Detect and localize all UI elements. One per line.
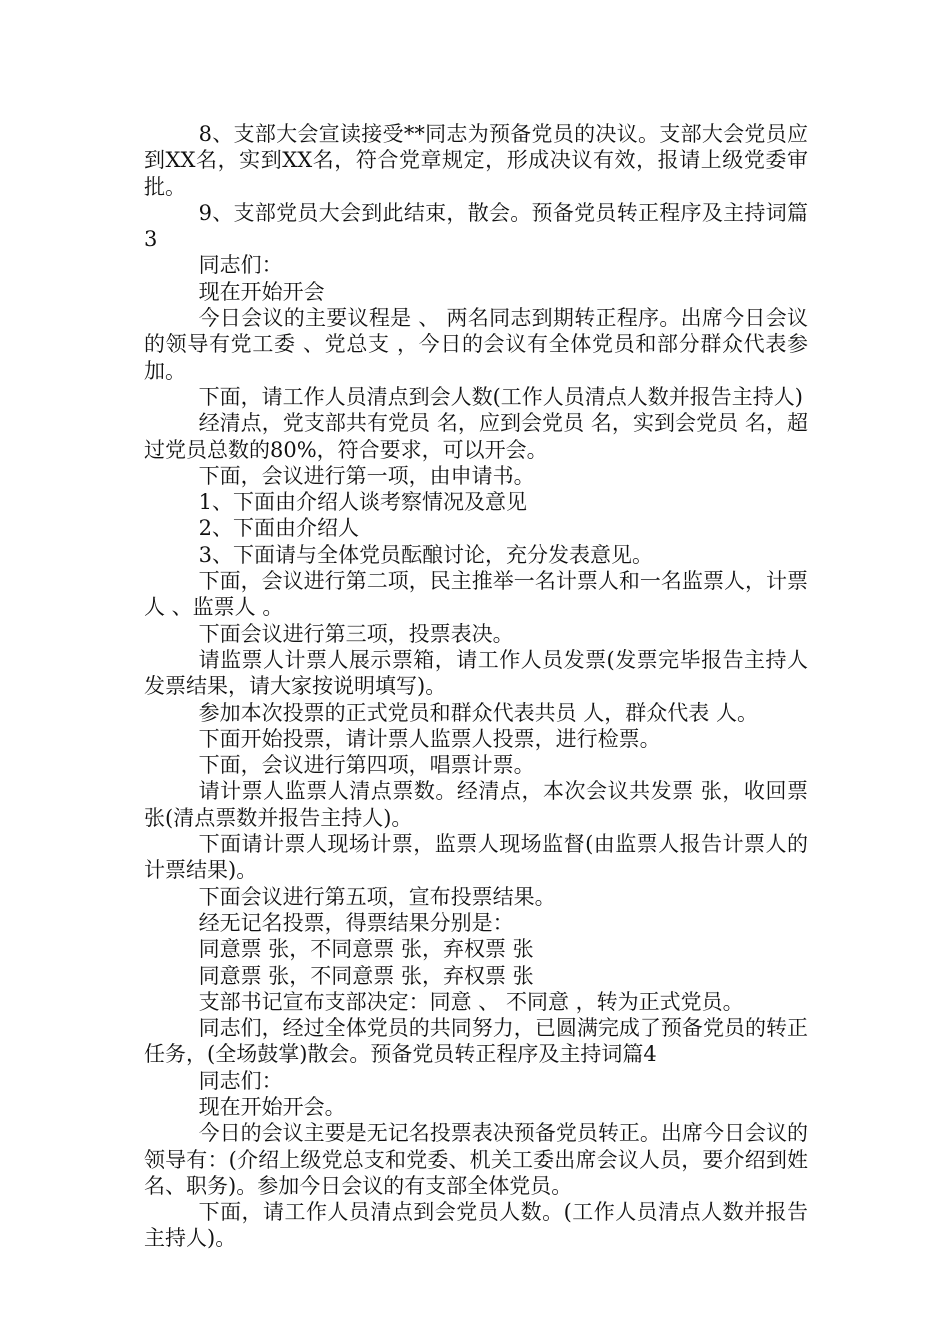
paragraph-8: 下面，会议进行第一项，由申请书。 <box>198 463 535 488</box>
paragraph-10: 2、下面由介绍人 <box>198 516 359 541</box>
paragraph-20: 下面会议进行第五项，宣布投票结果。 <box>198 884 556 909</box>
paragraph-14: 请监票人计票人展示票箱，请工作人员发票(发票完毕报告主持人发票结果，请大家按说明填写)。 <box>144 647 808 699</box>
paragraph-16: 下面开始投票，请计票人监票人投票，进行检票。 <box>198 726 661 751</box>
paragraph-15: 参加本次投票的正式党员和群众代表共员 人，群众代表 人。 <box>198 700 758 725</box>
paragraph-23: 同意票 张，不同意票 张，弃权票 张 <box>198 963 534 988</box>
paragraph-24: 支部书记宣布支部决定：同意 、 不同意 ，转为正式党员。 <box>198 989 744 1014</box>
paragraph-26: 同志们： <box>198 1068 283 1093</box>
paragraph-28: 今日的会议主要是无记名投票表决预备党员转正。出席今日会议的领导有：(介绍上级党总支和党委、机关工委出席会议人员，要介绍到姓名、职务)。参加今日会议的有支部全体党员。 <box>144 1121 808 1198</box>
paragraph-29: 下面，请工作人员清点到会党员人数。(工作人员清点人数并报告主持人)。 <box>144 1200 808 1251</box>
paragraph-4: 现在开始开会 <box>198 279 325 304</box>
paragraph-25: 同志们，经过全体党员的共同努力，已圆满完成了预备党员的转正任务，(全场鼓掌)散会。预备党员转正程序及主持词篇4 <box>144 1016 808 1067</box>
document-page <box>144 121 808 1252</box>
paragraph-2: 9、支部党员大会到此结束，散会。预备党员转正程序及主持词篇3 <box>144 200 808 252</box>
paragraph-1: 8、支部大会宣读接受**同志为预备党员的决议。支部大会党员应到XX名，实到XX名，符合党章规定，形成决议有效，报请上级党委审批。 <box>144 122 808 199</box>
paragraph-19: 下面请计票人现场计票，监票人现场监督(由监票人报告计票人的计票结果)。 <box>144 832 808 883</box>
paragraph-22: 同意票 张，不同意票 张，弃权票 张 <box>198 937 534 962</box>
paragraph-6: 下面，请工作人员清点到会人数(工作人员清点人数并报告主持人) <box>198 384 803 409</box>
paragraph-5: 今日会议的主要议程是 、 两名同志到期转正程序。出席今日会议的领导有党工委 、党总支 ，今日的会议有全体党员和部分群众代表参加。 <box>144 306 808 383</box>
paragraph-7: 经清点，党支部共有党员 名，应到会党员 名，实到会党员 名，超过党员总数的80%，符合要求，可以开会。 <box>144 411 808 462</box>
paragraph-3: 同志们： <box>198 253 283 278</box>
paragraph-13: 下面会议进行第三项，投票表决。 <box>198 621 514 646</box>
paragraph-17: 下面，会议进行第四项，唱票计票。 <box>198 753 535 778</box>
paragraph-27: 现在开始开会。 <box>198 1094 346 1119</box>
paragraph-9: 1、下面由介绍人谈考察情况及意见 <box>198 490 527 515</box>
paragraph-18: 请计票人监票人清点票数。经清点，本次会议共发票 张，收回票 张(清点票数并报告主持人)。 <box>144 779 808 830</box>
paragraph-11: 3、下面请与全体党员酝酿讨论，充分发表意见。 <box>198 542 653 567</box>
paragraph-21: 经无记名投票，得票结果分别是： <box>198 910 514 935</box>
paragraph-12: 下面，会议进行第二项，民主推举一名计票人和一名监票人，计票人 、监票人 。 <box>144 569 808 620</box>
